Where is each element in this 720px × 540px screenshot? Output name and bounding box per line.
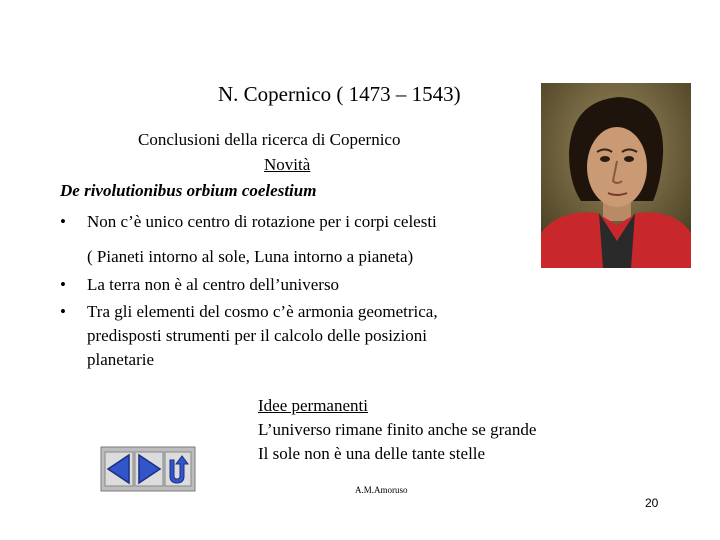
- bullet-marker: •: [60, 275, 66, 294]
- section-label: Novità: [264, 155, 311, 174]
- book-title: De rivolutionibus orbium coelestium: [60, 181, 317, 200]
- bullet-text: predisposti strumenti per il calcolo delle posizioni: [87, 326, 427, 345]
- bullet-text: La terra non è al centro dell’universo: [87, 275, 340, 294]
- permanent-idea-line: L’universo rimane finito anche se grande: [258, 420, 537, 439]
- return-button[interactable]: [165, 452, 191, 486]
- author-credit: A.M.Amoruso: [355, 485, 408, 495]
- page-number: 20: [645, 496, 659, 510]
- bullet-marker: •: [60, 212, 66, 231]
- navigation-buttons: [100, 446, 196, 492]
- bullet-marker: •: [60, 302, 66, 321]
- forward-button[interactable]: [135, 452, 163, 486]
- bullet-text: ( Pianeti intorno al sole, Luna intorno a pianeta): [87, 247, 414, 266]
- bullet-text: planetarie: [87, 350, 155, 369]
- bullet-text: Tra gli elementi del cosmo c’è armonia geometrica,: [87, 302, 438, 321]
- slide-subtitle: Conclusioni della ricerca di Copernico: [138, 130, 401, 149]
- bullet-text: Non c’è unico centro di rotazione per i corpi celesti: [87, 212, 437, 231]
- bullet-list: [0, 210, 540, 370]
- copernicus-portrait: [541, 83, 691, 268]
- permanent-ideas-heading: Idee permanenti: [258, 396, 368, 415]
- permanent-idea-line: Il sole non è una delle tante stelle: [258, 444, 486, 463]
- slide-title: N. Copernico ( 1473 – 1543): [218, 82, 461, 106]
- back-button[interactable]: [105, 452, 133, 486]
